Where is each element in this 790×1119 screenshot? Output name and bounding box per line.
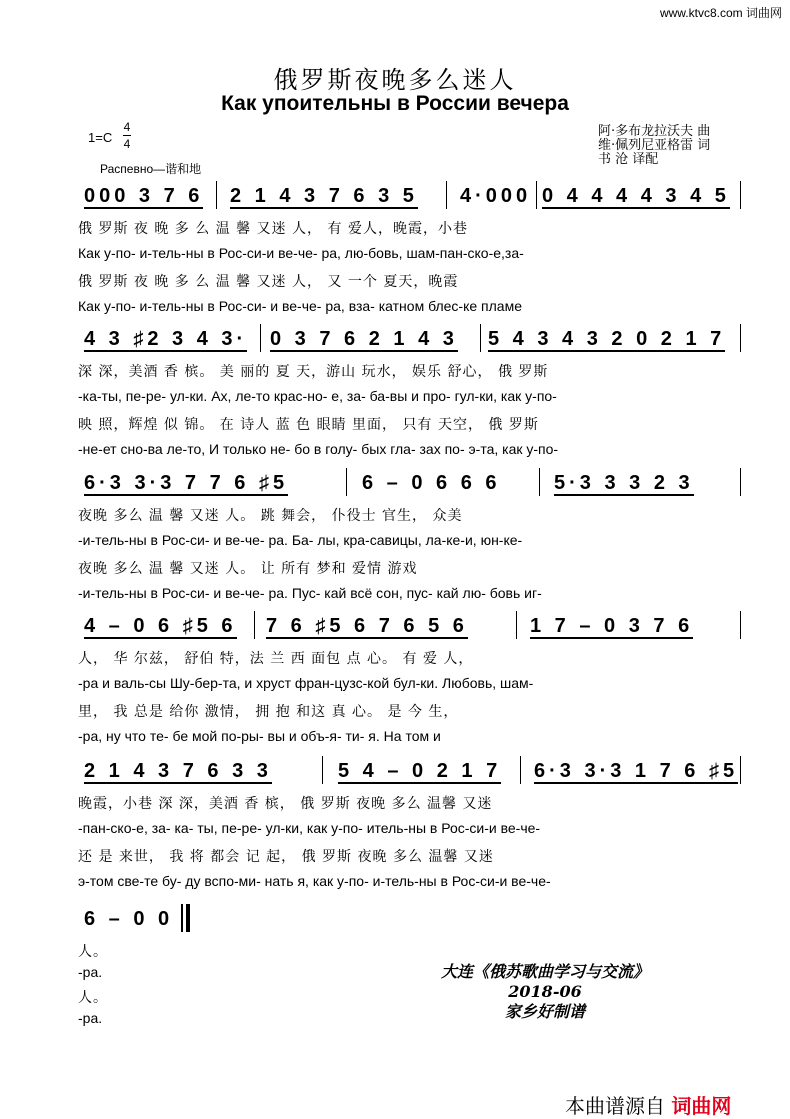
notation-line bbox=[84, 750, 744, 784]
lyric-line: -и-тель-ны в Рос-си- и ве-че- ра. Ба- лы, кра-савицы, ла-ке-и, юн-ке- bbox=[78, 532, 523, 548]
footer-date: 2018-06 bbox=[508, 982, 582, 1001]
notation-line bbox=[84, 175, 744, 209]
lyric-line: 俄 罗斯 夜 晚 多 么 温 馨 又迷 人， 又 一个 夏天，晚霞 bbox=[78, 274, 459, 290]
lyric-line: 晚霞，小巷 深 深，美酒 香 槟， 俄 罗斯 夜晚 多么 温馨 又迷 bbox=[78, 796, 493, 812]
lyric-line: 人， 华 尔兹， 舒伯 特，法 兰 西 面包 点 心。 有 爱 人， bbox=[78, 651, 474, 667]
lyric-line: 人。 bbox=[78, 990, 108, 1006]
lyric-line: -ка-ты, пе-ре- ул-ки. Ах, ле-то крас-но- е, за- ба-вы и про- гул-ки, как у-по- bbox=[78, 388, 557, 404]
measure: 4 3 ♯2 3 4 3· bbox=[84, 328, 248, 350]
measure: 2 1 4 3 7 6 3 3 bbox=[84, 760, 272, 782]
lyric-line: 里， 我 总是 给你 激情， 拥 抱 和这 真 心。 是 今 生， bbox=[78, 704, 459, 720]
lyric-line: -ра. bbox=[78, 964, 103, 980]
measure: 4·000 bbox=[460, 185, 532, 207]
notation-line bbox=[84, 318, 744, 352]
lyric-line: 夜晚 多么 温 馨 又迷 人。 让 所有 梦和 爱情 游戏 bbox=[78, 561, 418, 577]
lyric-line: 夜晚 多么 温 馨 又迷 人。 跳 舞会， 仆役士 官生， 众美 bbox=[78, 508, 463, 524]
measure: 4 – 0 6 ♯5 6 bbox=[84, 615, 237, 637]
measure: 5 4 – 0 2 1 7 bbox=[338, 760, 502, 782]
credits bbox=[598, 125, 710, 167]
measure: 6·3 3·3 7 7 6 ♯5 bbox=[84, 472, 289, 494]
lyric-line: 深 深，美酒 香 槟。 美 丽的 夏 天，游山 玩水， 娱乐 舒心， 俄 罗斯 bbox=[78, 364, 549, 380]
tempo-marking: Распевно—谐和地 bbox=[100, 162, 202, 176]
source-brand: 词曲网 bbox=[671, 1094, 732, 1118]
lyric-line: -пан-ско-е, за- ка- ты, пе-ре- ул-ки, как у-по- итель-ны в Рос-си-и ве-че- bbox=[78, 820, 541, 836]
measure: 1 7 – 0 3 7 6 bbox=[530, 615, 694, 637]
lyric-line: 人。 bbox=[78, 944, 108, 960]
measure: 000 3 7 6 bbox=[84, 185, 204, 207]
song-title-chinese: 俄罗斯夜晚多么迷人 bbox=[273, 66, 517, 94]
credit-translator: 书 沧 译配 bbox=[598, 152, 659, 167]
measure: 0 3 7 6 2 1 4 3 bbox=[270, 328, 458, 350]
measure: 2 1 4 3 7 6 3 5 bbox=[230, 185, 418, 207]
lyric-line: -ра, ну что те- бе мой по-ры- вы и объ-я- ти- я. На том и bbox=[78, 728, 441, 744]
time-signature bbox=[123, 120, 131, 151]
lyric-line: э-том све-те бу- ду вспо-ми- нать я, как у-по- и-тель-ны в Рос-си-и ве-че- bbox=[78, 873, 551, 889]
lyric-line: -и-тель-ны в Рос-си- и ве-че- ра. Пус- кай всё сон, пус- кай лю- бовь иг- bbox=[78, 585, 542, 601]
source-prefix: 本曲谱源自 bbox=[565, 1094, 665, 1118]
time-bottom: 4 bbox=[123, 137, 131, 151]
measure: 6 – 0 0 bbox=[84, 908, 174, 930]
lyric-line: -ра и валь-сы Шу-бер-та, и хруст фран-цузс-кой бул-ки. Любовь, шам- bbox=[78, 675, 534, 691]
notation-line bbox=[84, 605, 744, 639]
footer-org: 大连《俄苏歌曲学习与交流》 bbox=[440, 962, 649, 981]
credit-composer: 阿·多布龙拉沃夫 曲 bbox=[598, 124, 711, 139]
arranger-footer bbox=[410, 962, 680, 1022]
key-signature: 1=C bbox=[88, 130, 113, 145]
measure: 0 4 4 4 4 3 4 5 bbox=[542, 185, 730, 207]
footer-maker: 家乡好制谱 bbox=[504, 1002, 585, 1021]
measure: 5·3 3 3 2 3 bbox=[554, 472, 694, 494]
measure: 6 – 0 6 6 6 bbox=[362, 472, 501, 494]
notation-line bbox=[84, 462, 744, 496]
lyric-line: -ра. bbox=[78, 1010, 103, 1026]
measure: 6·3 3·3 1 7 6 ♯5 bbox=[534, 760, 739, 782]
credit-lyricist: 维·佩列尼亚格雷 词 bbox=[598, 138, 711, 153]
source-watermark bbox=[565, 1090, 731, 1119]
lyric-line: Как у-по- и-тель-ны в Рос-си-и ве-че- ра, лю-бовь, шам-пан-ско-е,за- bbox=[78, 245, 524, 261]
lyric-line: 映 照，辉煌 似 锦。 在 诗人 蓝 色 眼睛 里面， 只有 天空， 俄 罗斯 bbox=[78, 417, 539, 433]
lyric-line: -не-ет сно-ва ле-то, И только не- бо в голу- бых гла- зах по- э-та, как у-по- bbox=[78, 441, 559, 457]
measure: 5 4 3 4 3 2 0 2 1 7 bbox=[488, 328, 726, 350]
site-watermark: www.ktvc8.com 词曲网 bbox=[659, 6, 782, 20]
lyric-line: 俄 罗斯 夜 晚 多 么 温 馨 又迷 人， 有 爱人，晚霞，小巷 bbox=[78, 221, 468, 237]
notation-line bbox=[84, 898, 744, 932]
lyric-line: 还 是 来世， 我 将 都会 记 起， 俄 罗斯 夜晚 多么 温馨 又迷 bbox=[78, 849, 494, 865]
song-title-russian: Как упоительны в России вечера bbox=[221, 92, 569, 115]
time-top: 4 bbox=[123, 120, 131, 134]
measure: 7 6 ♯5 6 7 6 5 6 bbox=[266, 615, 468, 637]
lyric-line: Как у-по- и-тель-ны в Рос-си- и ве-че- ра, вза- катном блес-ке пламе bbox=[78, 298, 523, 314]
